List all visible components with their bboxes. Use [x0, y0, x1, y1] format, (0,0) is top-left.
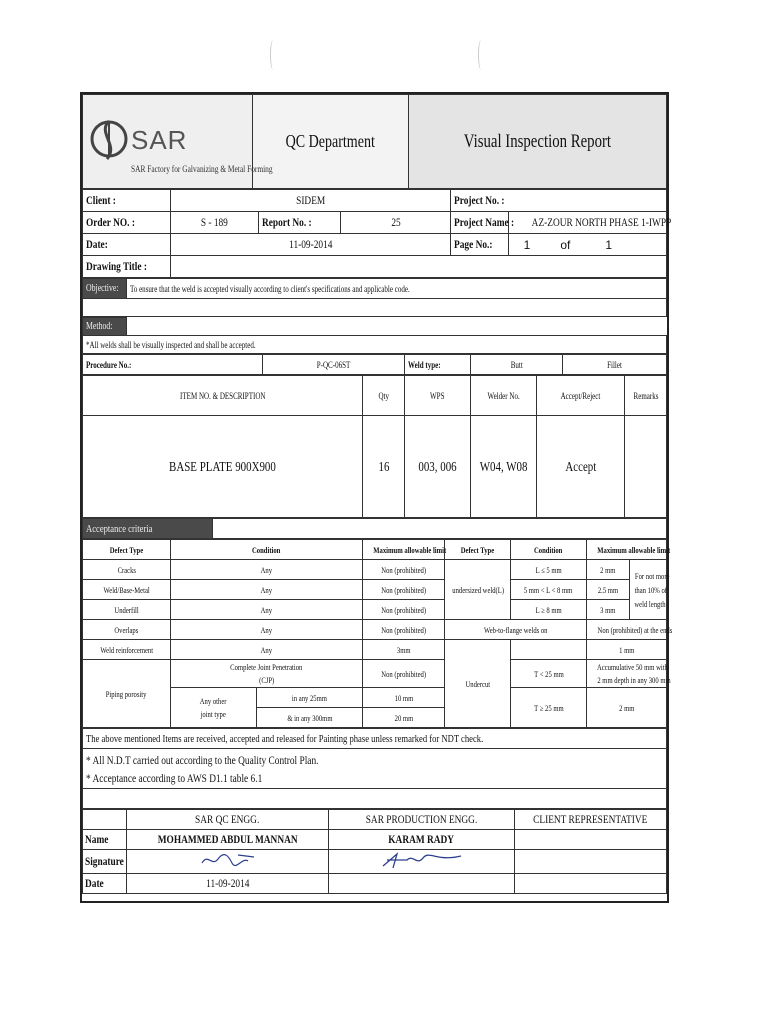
release-note: The above mentioned Items are received, accepted and released for Painting phase unless remarked for NDT check. [83, 729, 667, 749]
report-no-label: Report No. : [259, 212, 341, 234]
weld-type-label: Weld type: [405, 355, 471, 375]
method-label: Method: [83, 318, 127, 336]
procedure-label: Procedure No.: [83, 355, 263, 375]
table-row: Piping porosity Complete Joint Penetration (CJP) Non (prohibited) T < 25 mm Accumulative 50 mm with 2 mm depth in any 300 mm [83, 660, 667, 688]
col-description: ITEM NO. & DESCRIPTION [83, 376, 363, 416]
report-no-value: 25 [341, 212, 451, 234]
report-title: Visual Inspection Report [409, 95, 667, 189]
client-value: SIDEM [171, 190, 451, 212]
table-row: Cracks Any Non (prohibited) undersized weld(L) L ≤ 5 mm 2 mm For not more than 10% of weld length [83, 560, 667, 580]
order-value: S - 189 [171, 212, 259, 234]
col-remarks: Remarks [625, 376, 667, 416]
project-name-label: Project Name : [451, 212, 509, 234]
sar-logo-icon [89, 109, 129, 169]
item-wps: 003, 006 [405, 416, 471, 518]
col-welder: Welder No. [471, 376, 537, 416]
notes-section [82, 728, 667, 809]
col-accept-reject: Accept/Reject [537, 376, 625, 416]
item-description: BASE PLATE 900X900 [83, 416, 363, 518]
page-label: Page No.: [451, 234, 509, 256]
client-label: Client : [83, 190, 171, 212]
procedure-row [82, 354, 667, 375]
qc-engineer-column: SAR QC ENGG. [127, 810, 329, 830]
project-no-label: Project No. : [451, 190, 667, 212]
acceptance-table [82, 539, 673, 728]
item-result: Accept [537, 416, 625, 518]
item-remarks [625, 416, 667, 518]
inspection-report-sheet [80, 92, 673, 903]
name-row: Name MOHAMMED ABDUL MANNAN KARAM RADY [83, 830, 667, 850]
qc-date: 11-09-2014 [127, 874, 329, 894]
order-label: Order NO. : [83, 212, 171, 234]
method-section [82, 317, 667, 354]
table-row: Underfill Any Non (prohibited) L ≥ 8 mm 3 mm [83, 600, 667, 620]
item-welder: W04, W08 [471, 416, 537, 518]
acceptance-title: Acceptance criteria [83, 519, 213, 539]
production-name: KARAM RADY [329, 830, 515, 850]
company-short-name: SAR [131, 125, 188, 155]
department-title: QC Department [253, 95, 409, 189]
page-value: 1 of 1 [509, 234, 667, 256]
method-text: *All welds shall be visually inspected and shall be accepted. [83, 336, 667, 354]
col-wps: WPS [405, 376, 471, 416]
production-engineer-column: SAR PRODUCTION ENGG. [329, 810, 515, 830]
client-signature [515, 850, 667, 874]
client-name [515, 830, 667, 850]
signature-row: Signature [83, 850, 667, 874]
procedure-value: P-QC-06ST [263, 355, 405, 375]
objective-section [82, 278, 667, 317]
weld-type-butt: Butt [471, 355, 563, 375]
acceptance-header-row: Defect Type Condition Maximum allowable limit Defect Type Condition Maximum allowable limit [83, 540, 667, 560]
table-row: Weld reinforcement Any 3mm Undercut 1 mm [83, 640, 667, 660]
table-row: Any other joint type in any 25mm 10 mm T ≥ 25 mm 2 mm [83, 688, 667, 708]
report-info [82, 189, 672, 278]
items-header-row [83, 376, 667, 416]
report-header [82, 94, 667, 189]
company-full-name: SAR Factory for Galvanizing & Metal Forming [131, 165, 273, 175]
ndt-notes: * All N.D.T carried out according to the Quality Control Plan. * Acceptance according to AWS D1.1 table 6.1 [83, 749, 667, 789]
date-value: 11-09-2014 [171, 234, 451, 256]
objective-label: Objective: [83, 279, 127, 299]
table-row: Weld/Base-Metal Any Non (prohibited) 5 mm < L < 8 mm 2.5 mm [83, 580, 667, 600]
table-row [83, 416, 667, 518]
company-logo-block [83, 95, 273, 189]
item-qty: 16 [363, 416, 405, 518]
table-row: & in any 300mm 20 mm [83, 708, 667, 728]
production-signature [329, 850, 515, 874]
client-representative-column: CLIENT REPRESENTATIVE [515, 810, 667, 830]
col-qty: Qty [363, 376, 405, 416]
date-label: Date: [83, 234, 171, 256]
drawing-title-label: Drawing Title : [83, 256, 171, 278]
weld-type-fillet: Fillet [563, 355, 667, 375]
table-row: Overlaps Any Non (prohibited) Web-to-flange welds on Non (prohibited) at the ends [83, 620, 667, 640]
objective-text: To ensure that the weld is accepted visually according to client's specifications and applicable code. [127, 279, 667, 299]
items-table [82, 375, 667, 518]
drawing-title-value [171, 256, 667, 278]
acceptance-title-row [82, 518, 667, 539]
qc-name: MOHAMMED ABDUL MANNAN [127, 830, 329, 850]
signature-table [82, 809, 667, 894]
date-row: Date 11-09-2014 [83, 874, 667, 894]
qc-signature-scribble [198, 851, 258, 869]
project-name-value: AZ-ZOUR NORTH PHASE 1-IWPP [509, 212, 667, 234]
signature-header-row [83, 810, 667, 830]
production-signature-scribble [377, 850, 467, 870]
qc-signature [127, 850, 329, 874]
